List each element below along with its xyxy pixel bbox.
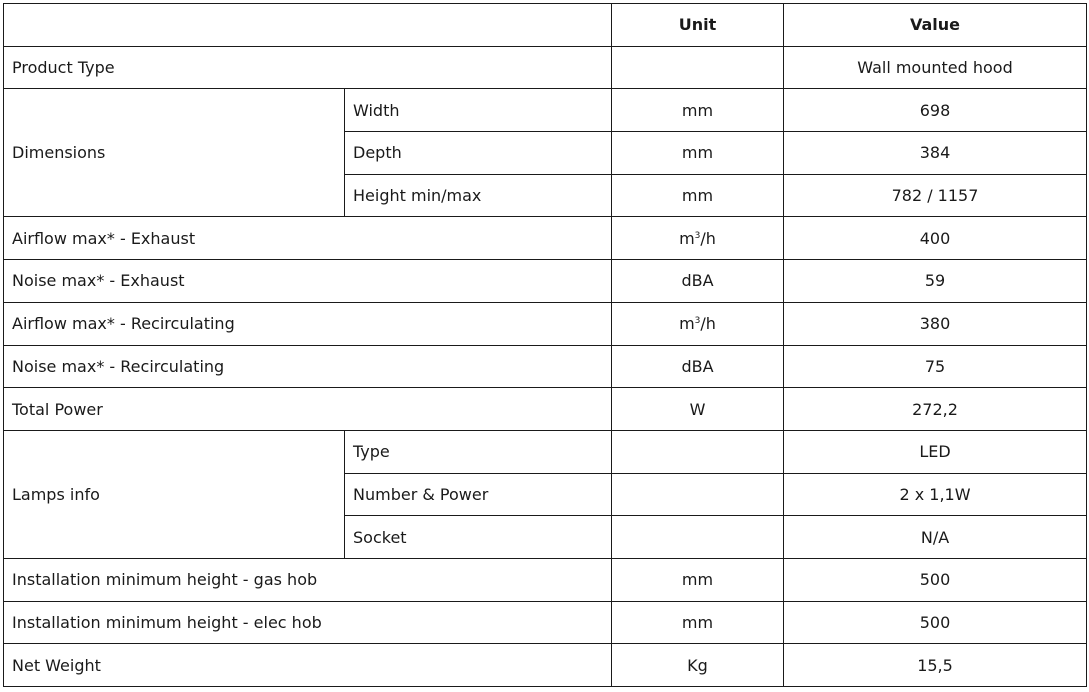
airflow-exhaust-label: Airflow max* - Exhaust	[4, 217, 612, 260]
net-weight-unit: Kg	[612, 644, 784, 687]
unit-tail: /h	[700, 314, 716, 334]
total-power-label: Total Power	[4, 388, 612, 431]
lamp-type-label: Type	[345, 430, 612, 473]
table-row	[4, 217, 1087, 260]
lamps-label: Lamps info	[4, 430, 345, 558]
unit-superscript: 3	[694, 316, 701, 327]
depth-value: 384	[784, 132, 1087, 175]
header-blank	[4, 4, 612, 47]
table-row	[4, 260, 1087, 303]
net-weight-label: Net Weight	[4, 644, 612, 687]
unit-base: m	[679, 314, 695, 334]
lamp-type-unit	[612, 430, 784, 473]
table-row	[4, 430, 1087, 473]
lamp-socket-unit	[612, 516, 784, 559]
width-label: Width	[345, 89, 612, 132]
table-row	[4, 601, 1087, 644]
install-elec-label: Installation minimum height - elec hob	[4, 601, 612, 644]
net-weight-value: 15,5	[784, 644, 1087, 687]
total-power-unit: W	[612, 388, 784, 431]
height-value: 782 / 1157	[784, 174, 1087, 217]
noise-exhaust-label: Noise max* - Exhaust	[4, 260, 612, 303]
table-row	[4, 558, 1087, 601]
unit-base: m	[679, 228, 695, 248]
install-gas-label: Installation minimum height - gas hob	[4, 558, 612, 601]
noise-recirc-value: 75	[784, 345, 1087, 388]
header-value: Value	[784, 4, 1087, 47]
spec-table	[3, 3, 1087, 687]
unit-superscript: 3	[694, 230, 701, 241]
table-row	[4, 46, 1087, 89]
depth-unit: mm	[612, 132, 784, 175]
install-gas-unit: mm	[612, 558, 784, 601]
dimensions-label: Dimensions	[4, 89, 345, 217]
lamp-number-value: 2 x 1,1W	[784, 473, 1087, 516]
airflow-recirc-label: Airflow max* - Recirculating	[4, 302, 612, 345]
install-gas-value: 500	[784, 558, 1087, 601]
airflow-exhaust-unit	[612, 217, 784, 260]
table-row	[4, 388, 1087, 431]
lamp-socket-label: Socket	[345, 516, 612, 559]
airflow-recirc-unit	[612, 302, 784, 345]
airflow-exhaust-value: 400	[784, 217, 1087, 260]
total-power-value: 272,2	[784, 388, 1087, 431]
install-elec-value: 500	[784, 601, 1087, 644]
airflow-recirc-value: 380	[784, 302, 1087, 345]
noise-recirc-label: Noise max* - Recirculating	[4, 345, 612, 388]
install-elec-unit: mm	[612, 601, 784, 644]
lamp-type-value: LED	[784, 430, 1087, 473]
lamp-socket-value: N/A	[784, 516, 1087, 559]
unit-tail: /h	[700, 228, 716, 248]
header-unit: Unit	[612, 4, 784, 47]
height-label: Height min/max	[345, 174, 612, 217]
height-unit: mm	[612, 174, 784, 217]
depth-label: Depth	[345, 132, 612, 175]
header-row	[4, 4, 1087, 47]
product-type-unit	[612, 46, 784, 89]
table-row	[4, 89, 1087, 132]
table-row	[4, 345, 1087, 388]
table-row	[4, 302, 1087, 345]
noise-exhaust-unit: dBA	[612, 260, 784, 303]
lamp-number-unit	[612, 473, 784, 516]
table-row	[4, 644, 1087, 687]
product-type-label: Product Type	[4, 46, 612, 89]
product-type-value: Wall mounted hood	[784, 46, 1087, 89]
width-value: 698	[784, 89, 1087, 132]
width-unit: mm	[612, 89, 784, 132]
lamp-number-label: Number & Power	[345, 473, 612, 516]
noise-recirc-unit: dBA	[612, 345, 784, 388]
noise-exhaust-value: 59	[784, 260, 1087, 303]
